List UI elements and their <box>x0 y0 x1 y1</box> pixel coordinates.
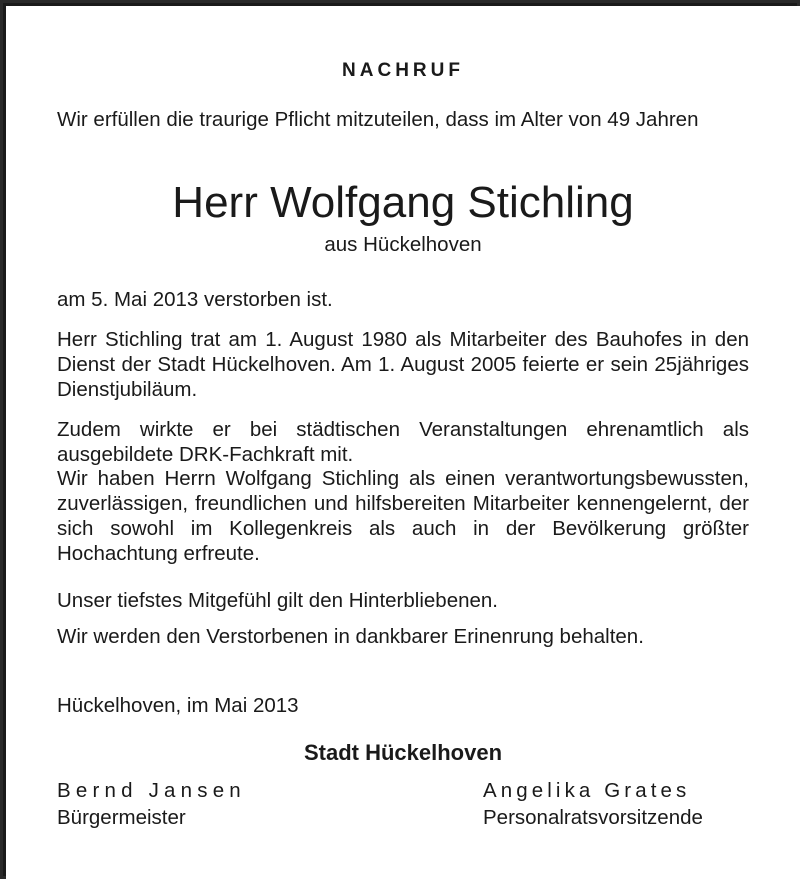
signatory-mayor <box>57 777 246 831</box>
obituary-notice <box>6 6 800 879</box>
deceased-origin: aus Hückelhoven <box>324 233 482 256</box>
signatory-name: Angelika Grates <box>483 779 691 802</box>
signatory-staff-council <box>483 777 703 831</box>
notice-heading: NACHRUF <box>342 60 464 81</box>
paragraph-remembrance: Wir werden den Verstorbenen in dankbarer Erinenrung behalten. <box>57 625 644 648</box>
organization-name: Stadt Hückelhoven <box>303 740 503 765</box>
intro-text: Wir erfüllen die traurige Pflicht mitzuteilen, dass im Alter von 49 Jahren <box>57 108 699 131</box>
paragraph-volunteer: Zudem wirkte er bei städtischen Veranstaltungen ehrenamtlich als ausgebildete DRK-Fachkraft mit. <box>57 418 749 466</box>
signatory-role: Personalratsvorsitzende <box>483 806 703 829</box>
signatory-name: Bernd Jansen <box>57 779 246 802</box>
paragraph-career: Herr Stichling trat am 1. August 1980 als Mitarbeiter des Bauhofes in den Dienst der Stadt Hückelhoven. Am 1. August 2005 feierte er sein 25jähriges Dienstjubiläum. <box>57 328 749 401</box>
paragraph-condolence: Unser tiefstes Mitgefühl gilt den Hinterbliebenen. <box>57 589 498 612</box>
paragraph-tribute: Wir haben Herrn Wolfgang Stichling als einen verantwortungsbewussten, zuverlässigen, freundlichen und hilfsbereiten Mitarbeiter kennengelernt, der sich sowohl im Kollegenkreis als auch in der Bevölkerung größter Hochachtung erfreute. <box>57 467 749 565</box>
signatory-role: Bürgermeister <box>57 806 186 829</box>
place-and-date: Hückelhoven, im Mai 2013 <box>57 694 299 717</box>
deceased-name: Herr Wolfgang Stichling <box>172 178 634 227</box>
date-of-death: am 5. Mai 2013 verstorben ist. <box>57 288 333 311</box>
